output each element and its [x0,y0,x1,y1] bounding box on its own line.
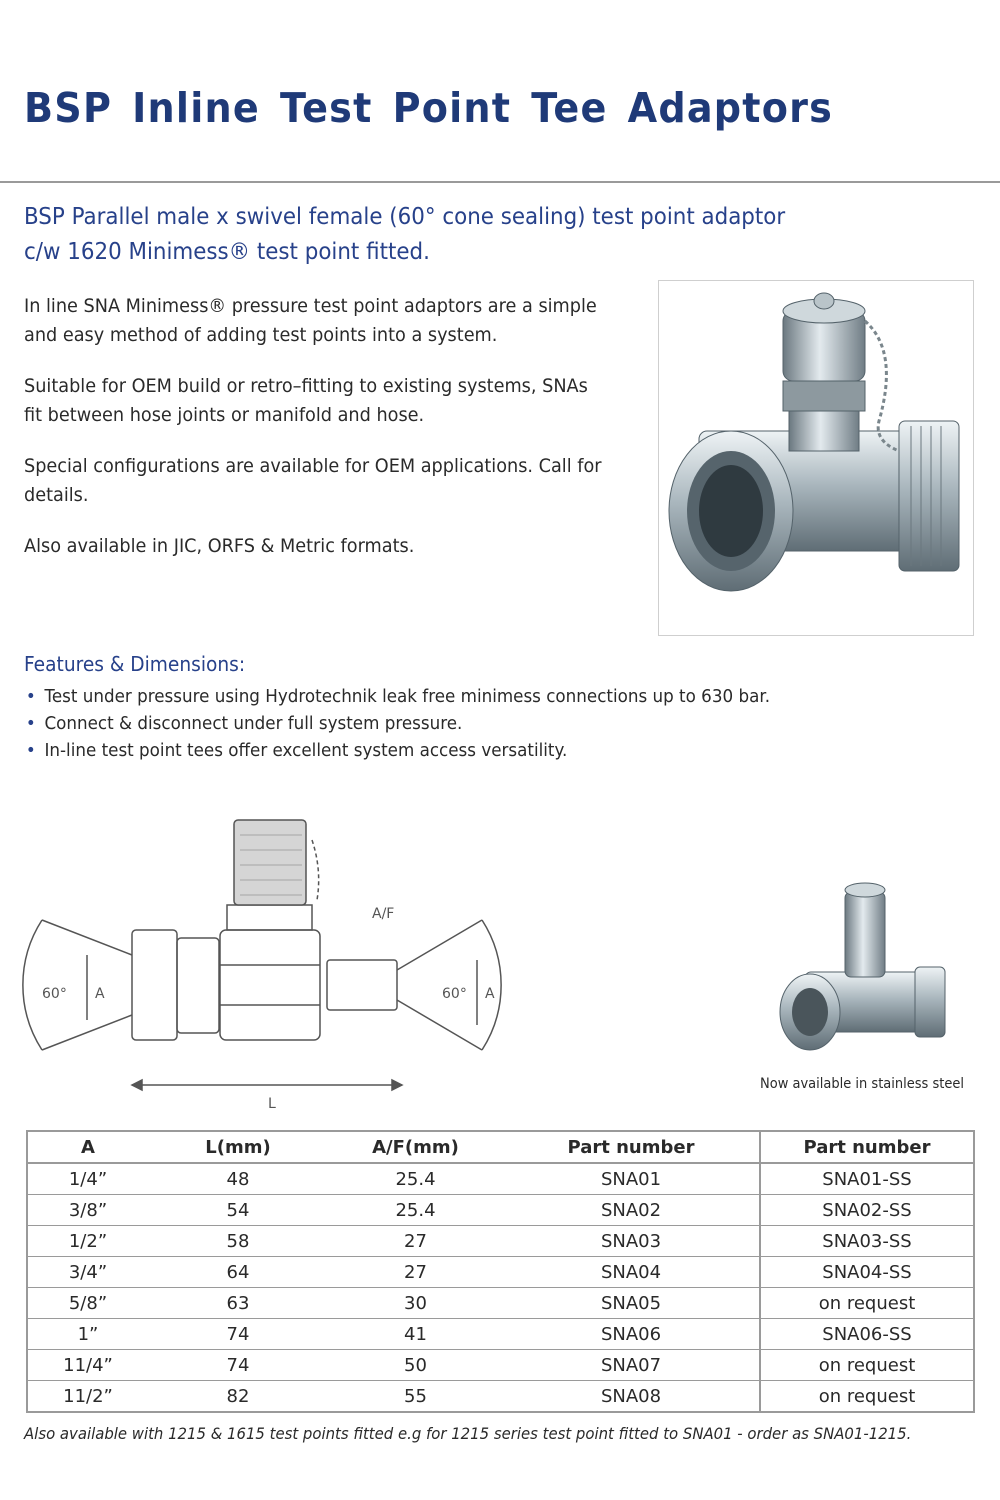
feature-item [24,737,770,764]
cell-l: 74 [148,1319,328,1350]
a-right-label: A [485,986,495,1002]
dimension-drawing [22,780,522,1120]
cell-af: 41 [328,1319,503,1350]
cell-a: 1/4” [27,1163,148,1195]
cell-part-number: SNA02 [503,1195,760,1226]
cell-a: 1/2” [27,1226,148,1257]
cell-l: 63 [148,1288,328,1319]
intro-paragraph: In line SNA Minimess® pressure test point adaptors are a simple and easy method of adding test points into a system. [24,295,597,346]
intro-text [24,292,649,583]
table-row [27,1226,974,1257]
cell-part-number: SNA01 [503,1163,760,1195]
table-row [27,1350,974,1381]
cell-part-number: SNA06 [503,1319,760,1350]
cell-a: 11/2” [27,1381,148,1413]
angle-right-label: 60° [442,986,467,1002]
bullet-icon: • [25,686,36,707]
cell-l: 54 [148,1195,328,1226]
features-heading: Features & Dimensions: [24,652,246,676]
cell-part-number-ss: on request [760,1381,974,1413]
cell-a: 3/4” [27,1257,148,1288]
table-row [27,1195,974,1226]
intro-paragraph: Suitable for OEM build or retro–fitting to existing systems, SNAs fit between hose joints or manifold and hose. [24,375,588,426]
col-header-a: A [27,1131,148,1163]
cell-part-number: SNA04 [503,1257,760,1288]
af-label: A/F [372,906,395,922]
cell-part-number-ss: SNA01-SS [760,1163,974,1195]
feature-item [24,683,770,710]
bullet-icon: • [25,713,36,734]
cell-l: 58 [148,1226,328,1257]
cell-a: 1” [27,1319,148,1350]
feature-text: In-line test point tees offer excellent system access versatility. [44,740,568,761]
col-header-part-number-ss: Part number [760,1131,974,1163]
cell-af: 55 [328,1381,503,1413]
col-header-l: L(mm) [148,1131,328,1163]
cell-l: 48 [148,1163,328,1195]
angle-left-label: 60° [42,986,67,1002]
cell-l: 82 [148,1381,328,1413]
cell-part-number-ss: SNA03-SS [760,1226,974,1257]
feature-text: Connect & disconnect under full system pressure. [44,713,463,734]
header-divider [0,181,1000,183]
cell-part-number-ss: SNA04-SS [760,1257,974,1288]
features-list [24,683,826,764]
cell-part-number: SNA08 [503,1381,760,1413]
col-header-af: A/F(mm) [328,1131,503,1163]
cell-part-number-ss: on request [760,1350,974,1381]
table-row [27,1288,974,1319]
page-title: BSP Inline Test Point Tee Adaptors [24,84,834,132]
cell-part-number-ss: SNA02-SS [760,1195,974,1226]
dimensions-table [26,1130,975,1413]
table-row [27,1319,974,1350]
table-header-row [27,1131,974,1163]
bullet-icon: • [25,740,36,761]
cell-part-number: SNA07 [503,1350,760,1381]
stainless-adaptor-photo [765,872,965,1067]
cell-a: 3/8” [27,1195,148,1226]
cell-part-number: SNA05 [503,1288,760,1319]
cell-part-number-ss: on request [760,1288,974,1319]
cell-a: 11/4” [27,1350,148,1381]
feature-text: Test under pressure using Hydrotechnik leak free minimess connections up to 630 bar. [44,686,771,707]
table-row [27,1381,974,1413]
a-left-label: A [95,986,105,1002]
cell-af: 25.4 [328,1163,503,1195]
intro-paragraph: Special configurations are available for OEM applications. Call for details. [24,455,602,506]
cell-l: 64 [148,1257,328,1288]
cell-af: 25.4 [328,1195,503,1226]
table-row [27,1163,974,1195]
footnote: Also available with 1215 & 1615 test points fitted e.g for 1215 series test point fitted to SNA01 - order as SNA01-1215. [24,1424,912,1443]
cell-af: 27 [328,1226,503,1257]
product-photo [658,280,974,636]
cell-af: 50 [328,1350,503,1381]
cell-part-number: SNA03 [503,1226,760,1257]
cell-l: 74 [148,1350,328,1381]
cell-af: 30 [328,1288,503,1319]
stainless-caption: Now available in stainless steel [760,1076,965,1092]
product-subtitle [24,200,787,270]
feature-item [24,710,770,737]
col-header-part-number: Part number [503,1131,760,1163]
length-label: L [268,1096,276,1112]
intro-paragraph: Also available in JIC, ORFS & Metric formats. [24,535,415,557]
cell-part-number-ss: SNA06-SS [760,1319,974,1350]
subtitle-line-2: c/w 1620 Minimess® test point fitted. [24,239,430,265]
cell-af: 27 [328,1257,503,1288]
adaptor-illustration [659,281,973,635]
table-row [27,1257,974,1288]
cell-a: 5/8” [27,1288,148,1319]
subtitle-line-1: BSP Parallel male x swivel female (60° cone sealing) test point adaptor [24,204,786,230]
